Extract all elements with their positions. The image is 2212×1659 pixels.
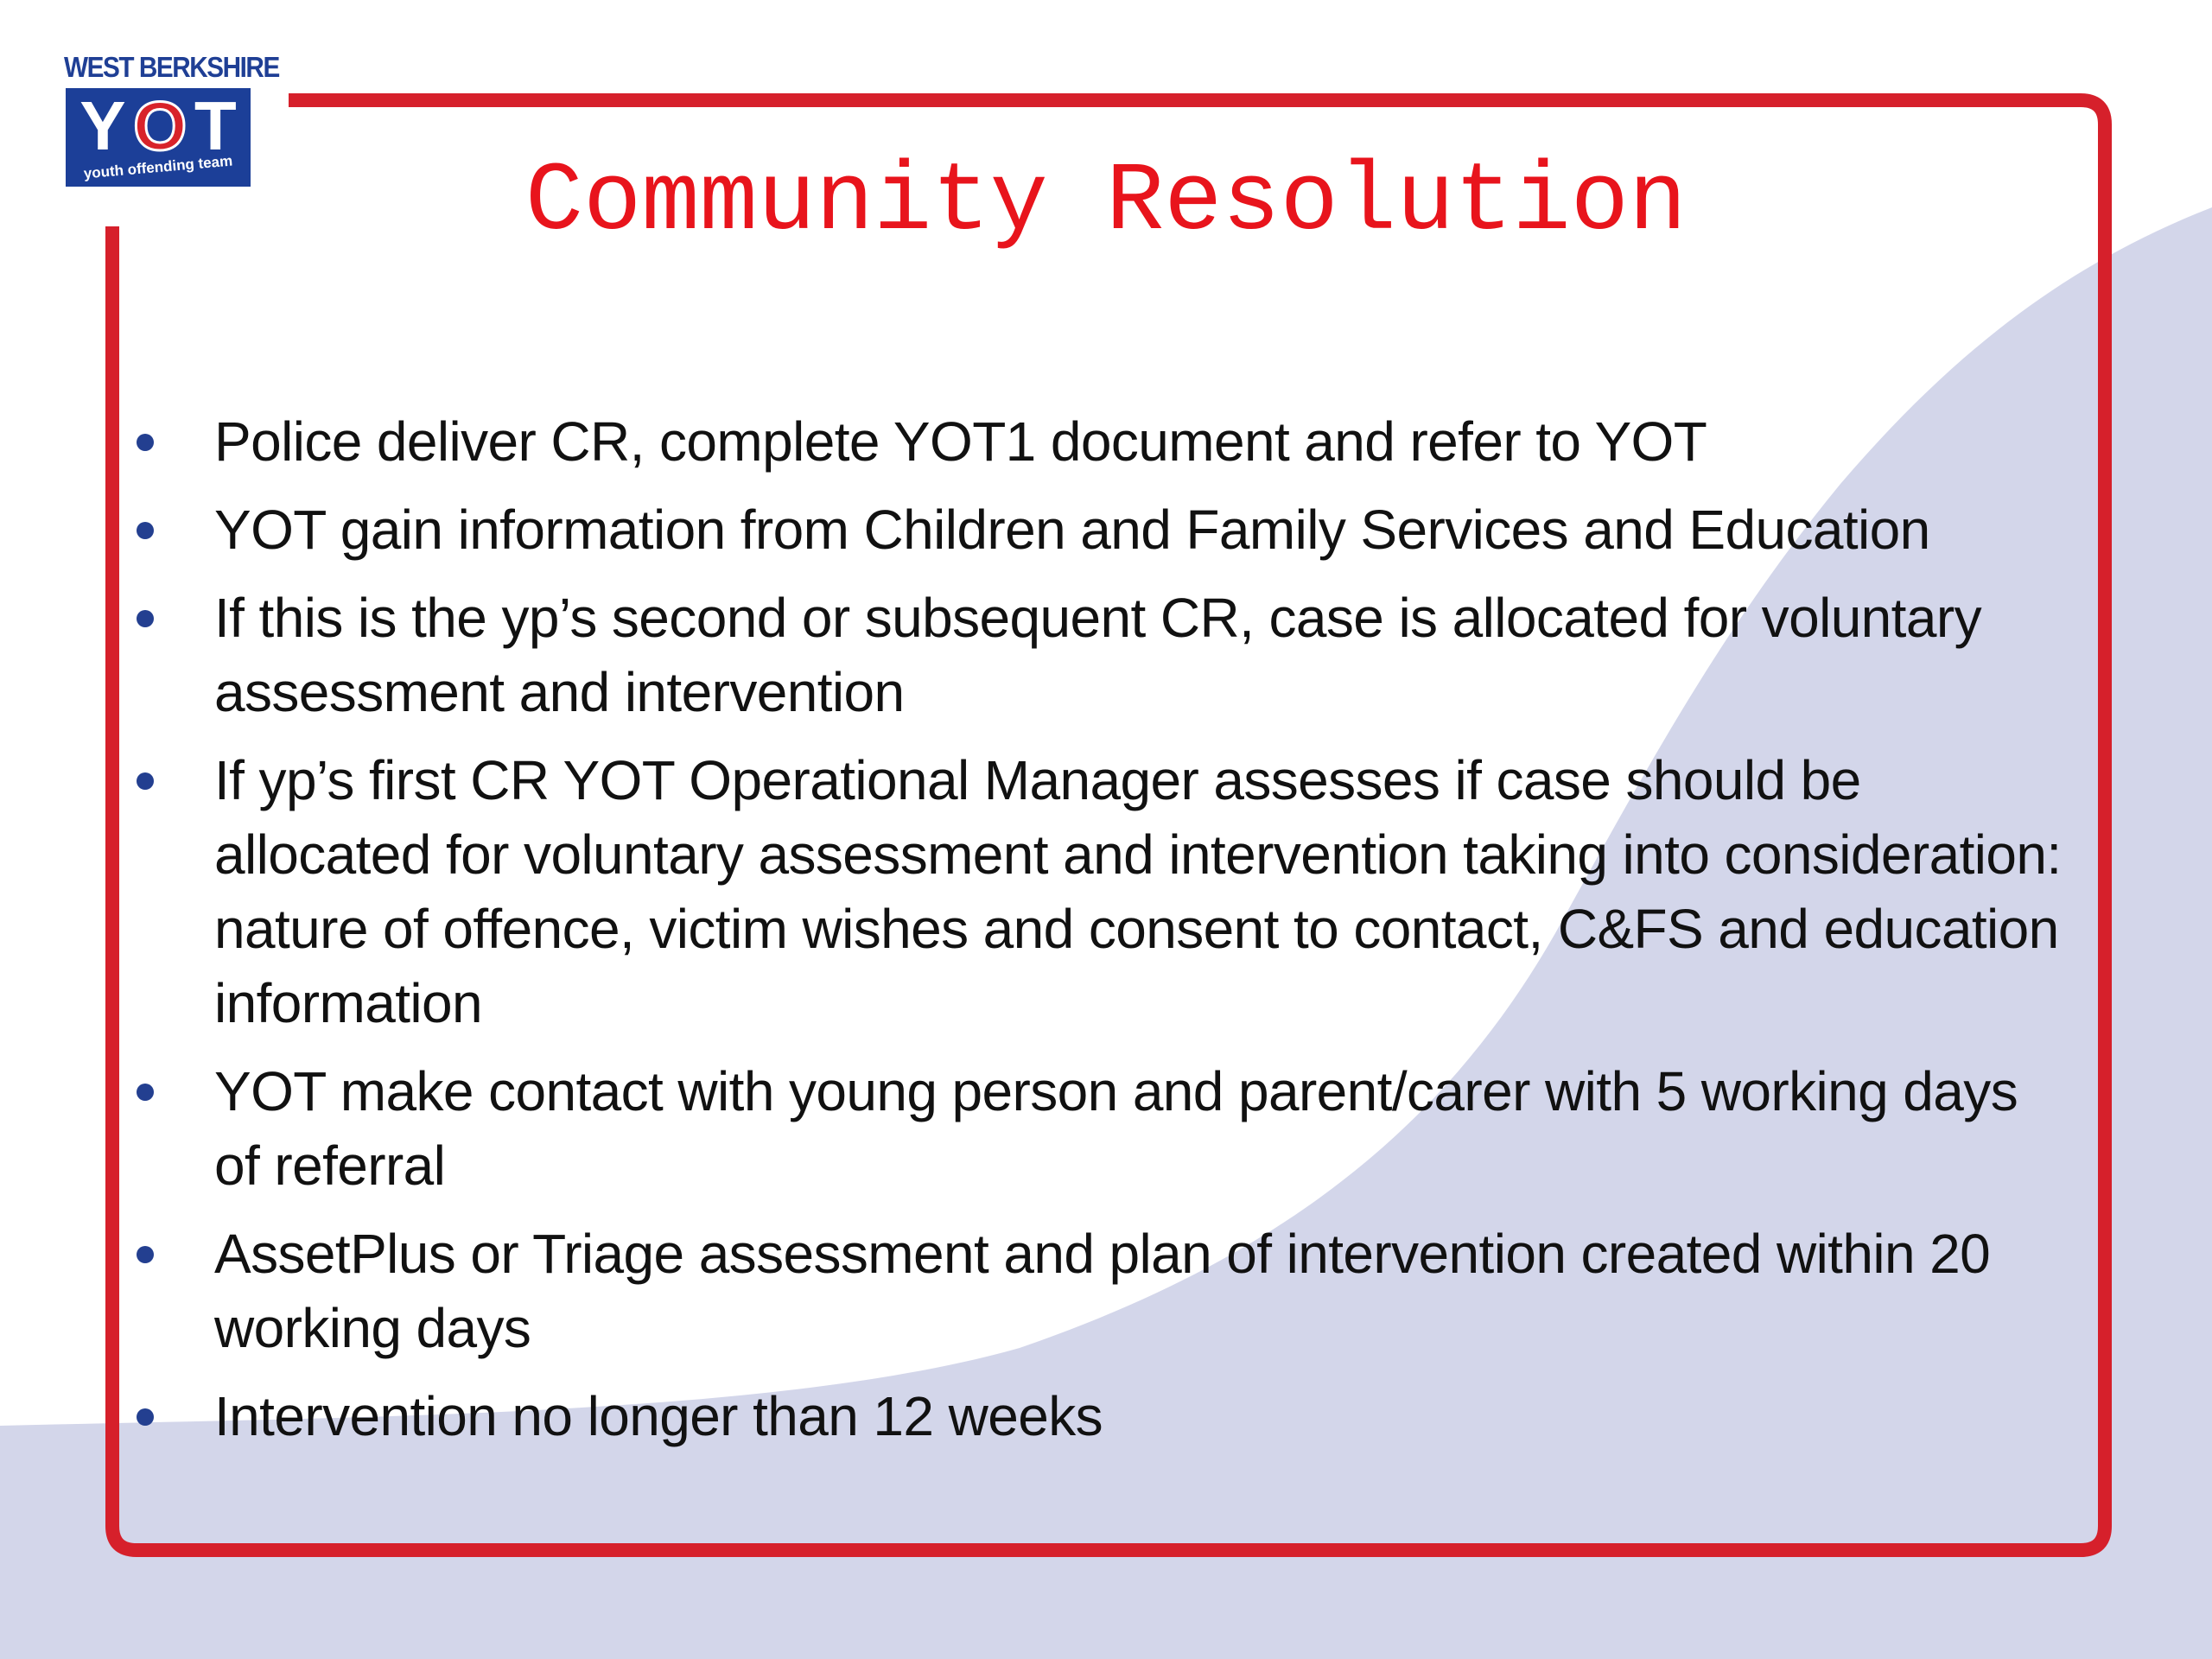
bullet-text: If yp’s first CR YOT Operational Manager assesses if case should be allocated for voluntary assessment and intervention taking into consideration: nature of offence, victim wishes and consent to contact, C&FS and education information — [214, 749, 2062, 1034]
bullet-dot-icon — [137, 1408, 154, 1426]
bullet-dot-icon — [137, 772, 154, 790]
bullet-dot-icon — [137, 1246, 154, 1263]
bullet-text: Intervention no longer than 12 weeks — [214, 1385, 1103, 1447]
logo-sub-text: youth offending team — [83, 152, 233, 182]
logo-letter-o: O — [133, 87, 188, 164]
logo-letters — [66, 87, 251, 164]
slide-title: Community Resolution — [524, 148, 1688, 257]
bullet-text: YOT make contact with young person and parent/carer with 5 working days of referral — [214, 1060, 2018, 1197]
bullet-item — [130, 404, 2074, 479]
logo-letter-t: T — [194, 87, 237, 164]
bullet-text: AssetPlus or Triage assessment and plan of intervention created within 20 working days — [214, 1223, 1991, 1359]
bullet-item — [130, 1379, 2074, 1453]
bullet-text: YOT gain information from Children and Family Services and Education — [214, 499, 1930, 561]
bullet-dot-icon — [137, 434, 154, 451]
bullet-dot-icon — [137, 610, 154, 627]
bullet-item — [130, 493, 2074, 567]
bullet-text: Police deliver CR, complete YOT1 document and refer to YOT — [214, 410, 1707, 473]
bullet-dot-icon — [137, 522, 154, 539]
bullet-dot-icon — [137, 1084, 154, 1101]
bullet-item — [130, 1217, 2074, 1365]
bullet-text: If this is the yp’s second or subsequent CR, case is allocated for voluntary assessment and intervention — [214, 587, 1981, 723]
bullet-item — [130, 581, 2074, 729]
bullet-list — [130, 404, 2074, 1467]
yot-logo — [64, 50, 279, 190]
logo-top-text: WEST BERKSHIRE — [64, 51, 279, 83]
logo-box — [66, 88, 251, 187]
logo-letter-y: Y — [79, 87, 126, 164]
bullet-item — [130, 1054, 2074, 1203]
bullet-item — [130, 743, 2074, 1040]
